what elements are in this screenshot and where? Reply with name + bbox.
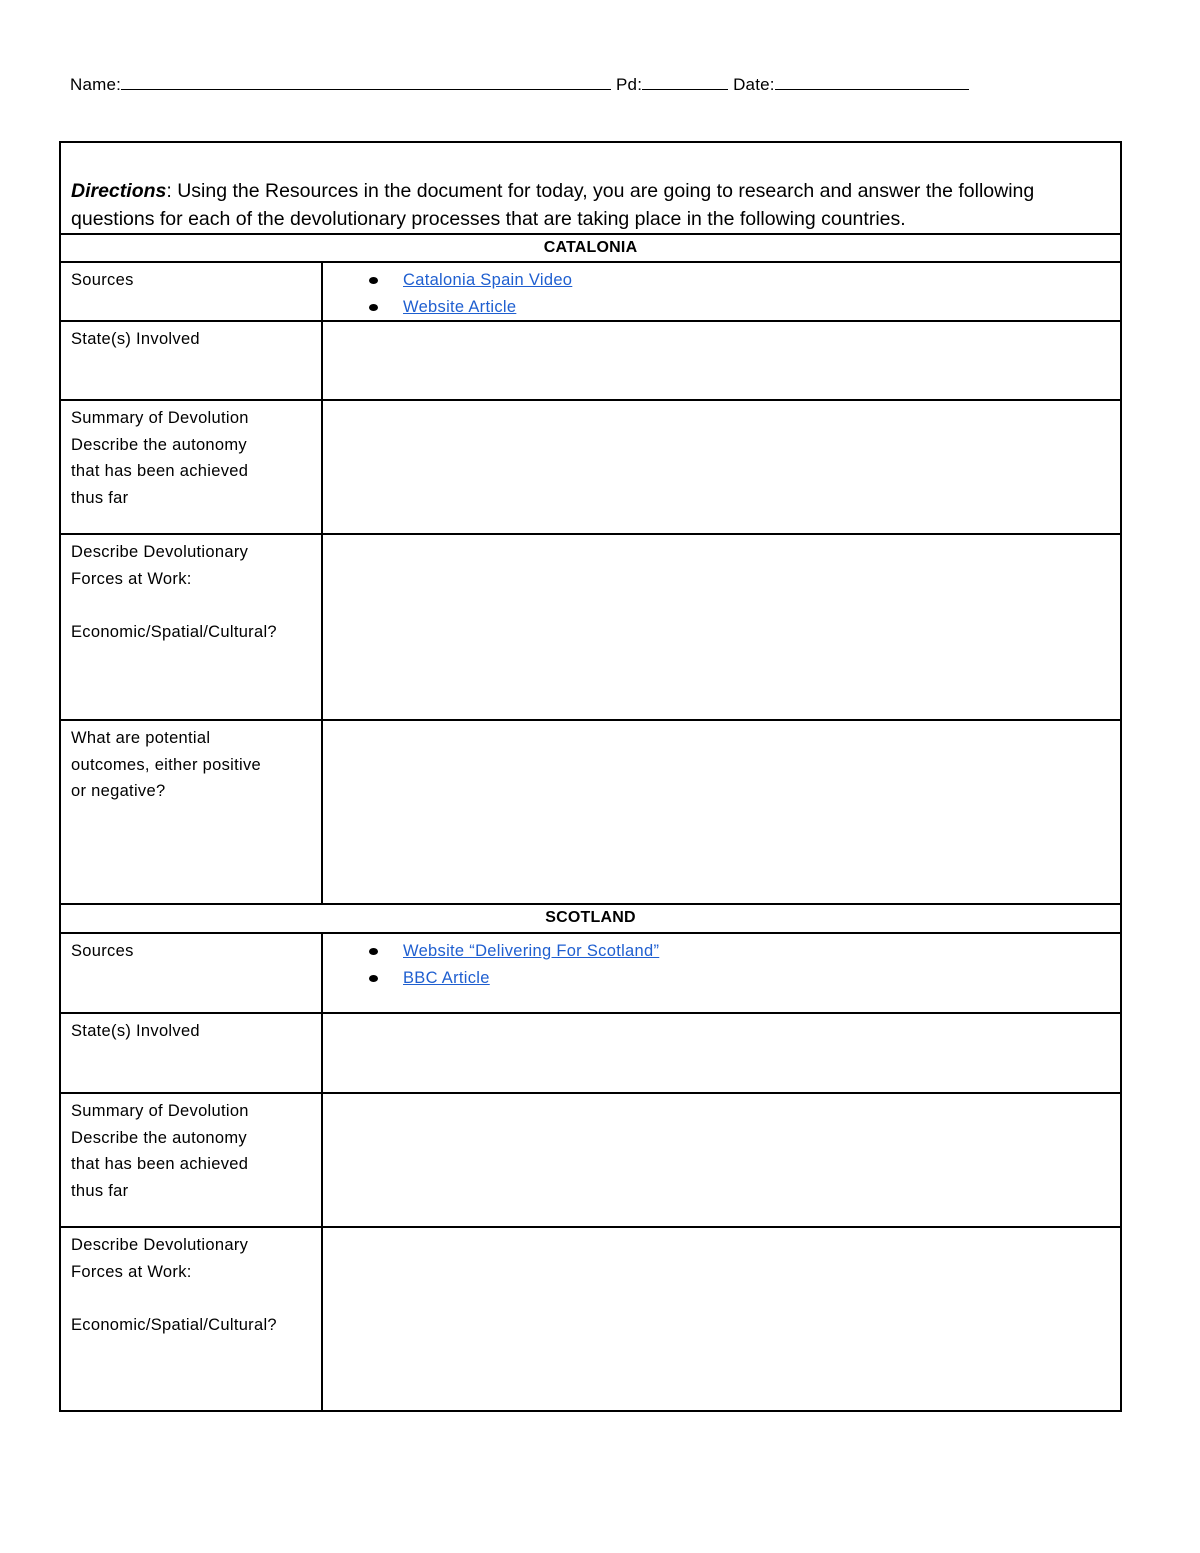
- list-item: [369, 294, 1120, 321]
- sources-cell: [322, 262, 1121, 321]
- bullet-icon: [369, 948, 378, 955]
- section-title-scotland: SCOTLAND: [60, 904, 1121, 933]
- directions-body: Using the Resources in the document for today, you are going to research and answer the following questions for each of the devolutionary processes that are taking place in the following countries.: [71, 180, 1035, 230]
- source-link-catalonia-video[interactable]: Catalonia Spain Video: [403, 271, 573, 289]
- worksheet-table: [59, 141, 1122, 1412]
- row-label: Describe Devolutionary Forces at Work: Economic/Spatial/Cultural?: [60, 534, 322, 720]
- answer-cell-summary[interactable]: [322, 1093, 1121, 1227]
- table-row: [60, 321, 1121, 400]
- row-label: State(s) Involved: [60, 1013, 322, 1093]
- directions-row: [60, 142, 1121, 234]
- period-field[interactable]: [642, 74, 728, 90]
- directions-lead: Directions: [71, 180, 167, 202]
- answer-cell-states[interactable]: [322, 321, 1121, 400]
- answer-cell-summary[interactable]: [322, 400, 1121, 534]
- sources-row: [60, 262, 1121, 321]
- section-header-row: [60, 234, 1121, 262]
- row-label: What are potential outcomes, either positive or negative?: [60, 720, 322, 904]
- sources-label: Sources: [60, 933, 322, 1013]
- answer-cell-forces[interactable]: [322, 534, 1121, 720]
- answer-cell-states[interactable]: [322, 1013, 1121, 1093]
- row-label: Summary of Devolution Describe the autonomy that has been achieved thus far: [60, 1093, 322, 1227]
- bullet-icon: [369, 975, 378, 982]
- source-link-website-article[interactable]: Website Article: [403, 297, 517, 316]
- table-row: [60, 534, 1121, 720]
- table-row: [60, 720, 1121, 904]
- source-link-delivering-for-scotland[interactable]: Website “Delivering For Scotland”: [403, 942, 660, 960]
- name-field[interactable]: [121, 74, 611, 90]
- date-label: Date:: [733, 75, 775, 94]
- bullet-icon: [369, 277, 378, 284]
- list-item: [369, 267, 1120, 294]
- answer-cell-outcomes[interactable]: [322, 720, 1121, 904]
- sources-list: [323, 263, 1120, 320]
- table-row: [60, 1093, 1121, 1227]
- directions-colon: :: [166, 180, 172, 202]
- row-label: State(s) Involved: [60, 321, 322, 400]
- sources-label: Sources: [60, 262, 322, 321]
- bullet-icon: [369, 304, 378, 311]
- section-title-catalonia: CATALONIA: [60, 234, 1121, 262]
- row-label: Summary of Devolution Describe the autonomy that has been achieved thus far: [60, 400, 322, 534]
- student-info-line: [70, 74, 969, 95]
- source-link-bbc-article[interactable]: BBC Article: [403, 968, 490, 987]
- table-row: [60, 1227, 1121, 1411]
- section-header-row: [60, 904, 1121, 933]
- row-label: Describe Devolutionary Forces at Work: Economic/Spatial/Cultural?: [60, 1227, 322, 1411]
- answer-cell-forces[interactable]: [322, 1227, 1121, 1411]
- date-field[interactable]: [775, 74, 969, 90]
- sources-row: [60, 933, 1121, 1013]
- sources-cell: [322, 933, 1121, 1013]
- name-label: Name:: [70, 75, 122, 94]
- directions-text: [60, 142, 1121, 234]
- table-row: [60, 400, 1121, 534]
- period-label: Pd:: [616, 75, 643, 94]
- list-item: [369, 965, 1120, 992]
- sources-list: [323, 934, 1120, 991]
- table-row: [60, 1013, 1121, 1093]
- list-item: [369, 938, 1120, 965]
